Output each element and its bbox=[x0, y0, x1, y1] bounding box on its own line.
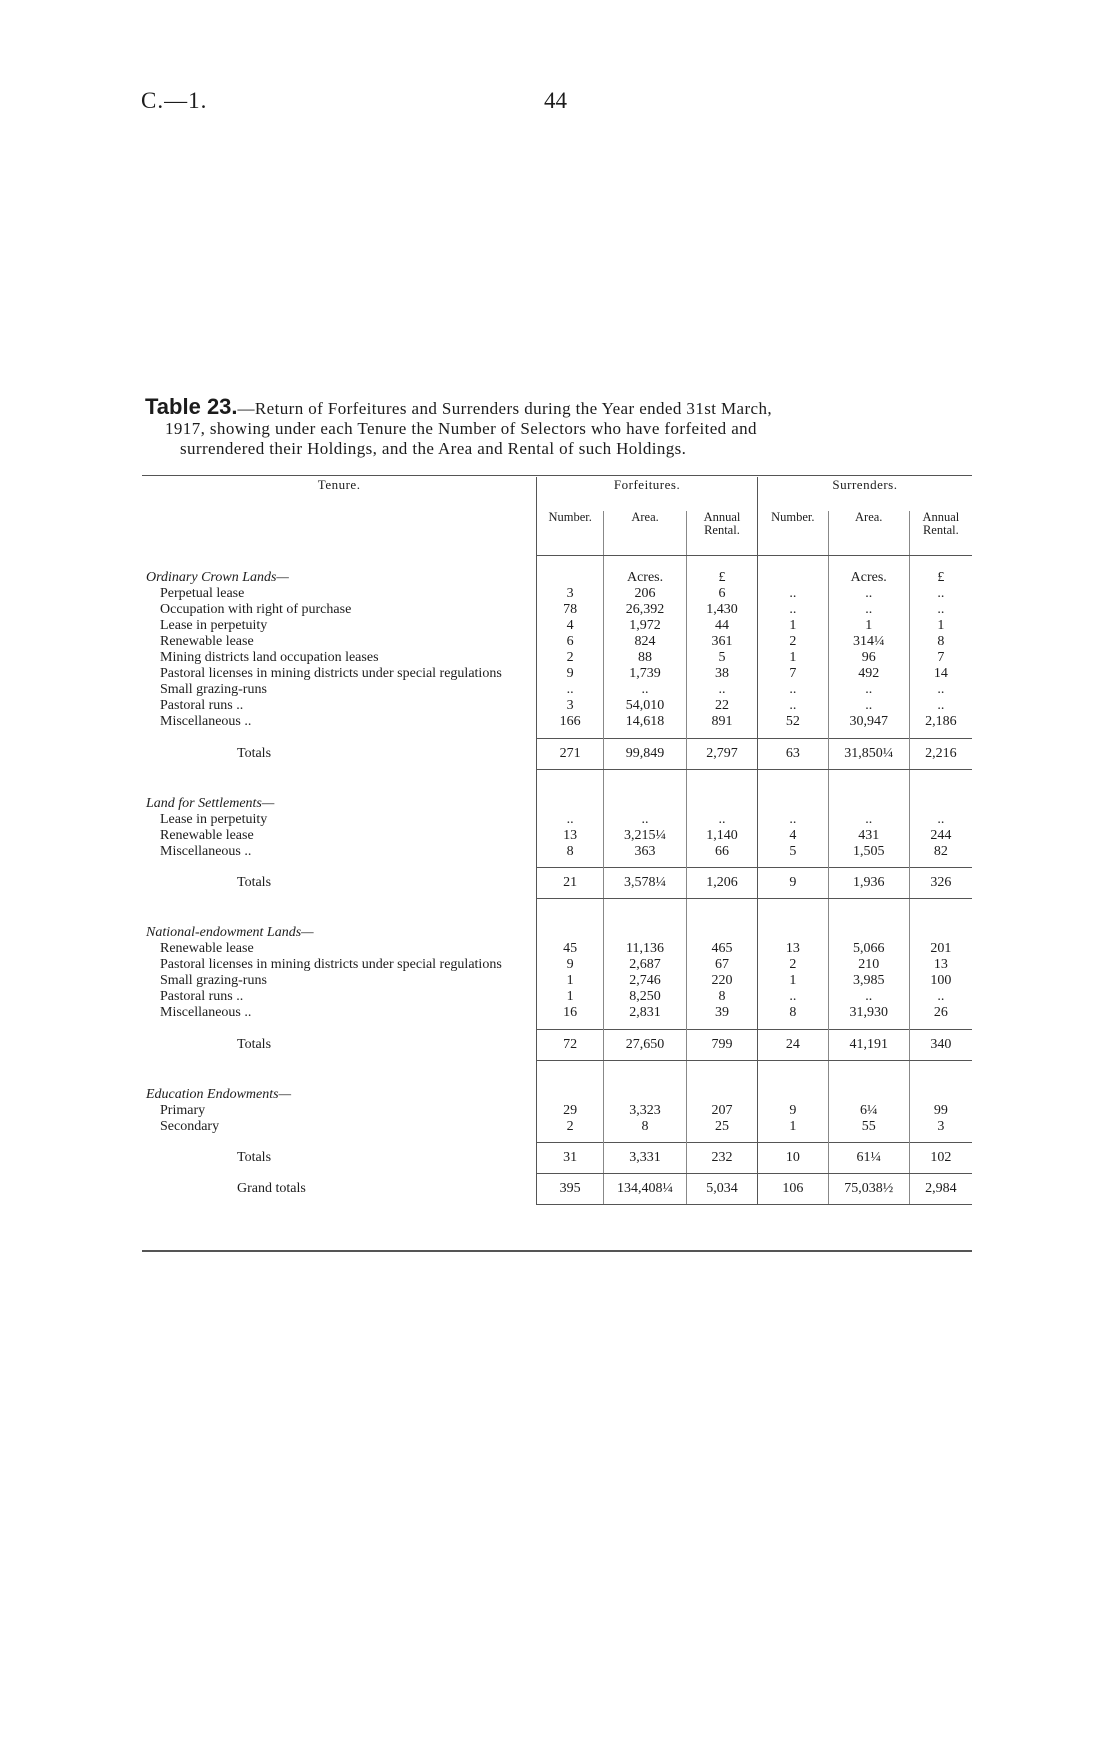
section-title-row bbox=[142, 925, 972, 941]
cell-f-area: 363 bbox=[604, 844, 687, 860]
cell-s-area: .. bbox=[828, 698, 909, 714]
cell-f-rent: 66 bbox=[687, 844, 758, 860]
cell-s-area: 55 bbox=[828, 1119, 909, 1135]
table-number: Table 23. bbox=[145, 394, 238, 419]
cell-f-rent: 5,034 bbox=[687, 1174, 758, 1205]
table-row bbox=[142, 602, 972, 618]
cell-s-area: 1 bbox=[828, 618, 909, 634]
cell-f-num: .. bbox=[537, 812, 604, 828]
cell-f-rent: 67 bbox=[687, 957, 758, 973]
return-table bbox=[142, 477, 972, 1205]
cell-s-area: 61¼ bbox=[828, 1143, 909, 1174]
section-title-row bbox=[142, 1087, 972, 1103]
cell-f-area: 1,739 bbox=[604, 666, 687, 682]
cell-f-rent: 38 bbox=[687, 666, 758, 682]
cell-f-rent: 465 bbox=[687, 941, 758, 957]
forfeitures-rental-header: Annual Rental. bbox=[687, 511, 758, 556]
surrenders-rental-header: Annual Rental. bbox=[909, 511, 972, 556]
cell-f-num: 1 bbox=[537, 973, 604, 989]
cell-f-num: 78 bbox=[537, 602, 604, 618]
cell-f-num: 4 bbox=[537, 618, 604, 634]
cell-f-area: 54,010 bbox=[604, 698, 687, 714]
cell-f-rent: 207 bbox=[687, 1103, 758, 1119]
cell-f-num: 8 bbox=[537, 844, 604, 860]
cell-s-num: .. bbox=[757, 682, 828, 698]
cell-s-num: 1 bbox=[757, 1119, 828, 1135]
cell-f-area: 14,618 bbox=[604, 714, 687, 730]
row-label: Miscellaneous .. bbox=[160, 1005, 252, 1020]
cell-s-num: 1 bbox=[757, 973, 828, 989]
cell-f-area: 88 bbox=[604, 650, 687, 666]
section-title: Education Endowments— bbox=[146, 1086, 292, 1102]
cell-f-area: 3,331 bbox=[604, 1143, 687, 1174]
table-row bbox=[142, 586, 972, 602]
cell-f-rent: 22 bbox=[687, 698, 758, 714]
cell-s-rent: 326 bbox=[909, 868, 972, 899]
cell-f-area: 824 bbox=[604, 634, 687, 650]
row-label: Pastoral licenses in mining districts under special regulations bbox=[160, 957, 502, 972]
cell-f-area: 26,392 bbox=[604, 602, 687, 618]
surrenders-header: Surrenders. bbox=[757, 477, 972, 511]
cell-f-num: 9 bbox=[537, 957, 604, 973]
cell-s-rent: 201 bbox=[909, 941, 972, 957]
table-row bbox=[142, 714, 972, 730]
table-row bbox=[142, 828, 972, 844]
cell-s-rent: 13 bbox=[909, 957, 972, 973]
cell-f-area: 11,136 bbox=[604, 941, 687, 957]
cell-f-area: 3,578¼ bbox=[604, 868, 687, 899]
cell-s-num: 2 bbox=[757, 634, 828, 650]
totals-row bbox=[142, 1143, 972, 1174]
cell-s-rent: .. bbox=[909, 682, 972, 698]
cell-f-num: 21 bbox=[537, 868, 604, 899]
cell-f-area: .. bbox=[604, 682, 687, 698]
cell-s-rent: 2,216 bbox=[909, 738, 972, 769]
cell-f-area: 3,215¼ bbox=[604, 828, 687, 844]
cell-f-num: 72 bbox=[537, 1029, 604, 1060]
cell-s-area: .. bbox=[828, 682, 909, 698]
cell-s-rent: 2,984 bbox=[909, 1174, 972, 1205]
row-label: Perpetual lease bbox=[160, 586, 245, 601]
cell-f-area: .. bbox=[604, 812, 687, 828]
cell-s-rent: 102 bbox=[909, 1143, 972, 1174]
cell-f-num: 1 bbox=[537, 989, 604, 1005]
cell-s-area: 1,505 bbox=[828, 844, 909, 860]
row-label: Totals bbox=[237, 745, 272, 761]
table-row bbox=[142, 812, 972, 828]
row-label: Renewable lease bbox=[160, 634, 254, 649]
row-label: Totals bbox=[237, 875, 272, 890]
cell-f-rent: 8 bbox=[687, 989, 758, 1005]
cell-f-rent: 220 bbox=[687, 973, 758, 989]
cell-f-rent: 39 bbox=[687, 1005, 758, 1021]
surrenders-number-header: Number. bbox=[757, 511, 828, 556]
cell-f-rent: 44 bbox=[687, 618, 758, 634]
cell-s-rent: .. bbox=[909, 812, 972, 828]
row-label: Renewable lease bbox=[160, 827, 254, 843]
cell-s-rent: 26 bbox=[909, 1005, 972, 1021]
cell-s-num: 8 bbox=[757, 1005, 828, 1021]
cell-f-area: 2,687 bbox=[604, 957, 687, 973]
cell-s-num: .. bbox=[757, 812, 828, 828]
cell-s-num: 10 bbox=[757, 1143, 828, 1174]
cell-s-num: 4 bbox=[757, 828, 828, 844]
section-title-row bbox=[142, 796, 972, 812]
cell-f-rent: 232 bbox=[687, 1143, 758, 1174]
totals-row bbox=[142, 868, 972, 899]
cell-s-area: 492 bbox=[828, 666, 909, 682]
cell-s-area: 75,038½ bbox=[828, 1174, 909, 1205]
cell-f-num: 31 bbox=[537, 1143, 604, 1174]
cell-f-rent: 1,430 bbox=[687, 602, 758, 618]
cell-s-rent: 100 bbox=[909, 973, 972, 989]
totals-row bbox=[142, 738, 972, 769]
row-label: Miscellaneous .. bbox=[160, 714, 252, 729]
cell-s-num: 2 bbox=[757, 957, 828, 973]
cell-s-area: 6¼ bbox=[828, 1103, 909, 1119]
cell-f-rent: 799 bbox=[687, 1029, 758, 1060]
cell-s-area: .. bbox=[828, 586, 909, 602]
row-label: Pastoral runs .. bbox=[160, 989, 244, 1004]
cell-s-area: .. bbox=[828, 989, 909, 1005]
units-pound: £ bbox=[687, 556, 758, 587]
cell-f-area: 1,972 bbox=[604, 618, 687, 634]
cell-s-area: 1,936 bbox=[828, 868, 909, 899]
forfeitures-area-header: Area. bbox=[604, 511, 687, 556]
cell-s-num: .. bbox=[757, 698, 828, 714]
cell-f-rent: 1,140 bbox=[687, 828, 758, 844]
cell-s-rent: 340 bbox=[909, 1029, 972, 1060]
row-label: Occupation with right of purchase bbox=[160, 602, 352, 617]
cell-s-area: 41,191 bbox=[828, 1029, 909, 1060]
row-label: Lease in perpetuity bbox=[160, 811, 268, 827]
cell-s-num: 63 bbox=[757, 738, 828, 769]
table-body bbox=[142, 556, 972, 1205]
section-title: Ordinary Crown Lands— bbox=[146, 569, 289, 585]
cell-f-area: 8,250 bbox=[604, 989, 687, 1005]
table-top-rule bbox=[142, 475, 972, 476]
table-bottom-rule bbox=[142, 1250, 972, 1252]
cell-s-num: 7 bbox=[757, 666, 828, 682]
cell-f-area: 27,650 bbox=[604, 1029, 687, 1060]
cell-s-rent: .. bbox=[909, 698, 972, 714]
cell-s-area: 3,985 bbox=[828, 973, 909, 989]
totals-row bbox=[142, 1029, 972, 1060]
row-label: Renewable lease bbox=[160, 941, 254, 956]
row-label: Mining districts land occupation leases bbox=[160, 650, 379, 665]
cell-f-num: .. bbox=[537, 682, 604, 698]
section-title: National-endowment Lands— bbox=[146, 925, 314, 940]
cell-s-rent: .. bbox=[909, 586, 972, 602]
cell-s-rent: .. bbox=[909, 602, 972, 618]
cell-s-num: .. bbox=[757, 989, 828, 1005]
cell-s-num: 1 bbox=[757, 618, 828, 634]
cell-f-rent: .. bbox=[687, 682, 758, 698]
page-number: 44 bbox=[544, 88, 567, 113]
table-caption bbox=[145, 394, 987, 459]
cell-s-area: .. bbox=[828, 602, 909, 618]
cell-s-area: 30,947 bbox=[828, 714, 909, 730]
units-row bbox=[142, 556, 972, 587]
cell-f-num: 166 bbox=[537, 714, 604, 730]
cell-f-num: 16 bbox=[537, 1005, 604, 1021]
row-label: Totals bbox=[237, 1150, 272, 1165]
caption-line-1: —Return of Forfeitures and Surrenders during the Year ended 31st March, bbox=[237, 399, 773, 418]
cell-s-area: .. bbox=[828, 812, 909, 828]
cell-s-num: 9 bbox=[757, 1103, 828, 1119]
table-row bbox=[142, 1103, 972, 1119]
units-acres: Acres. bbox=[604, 556, 687, 587]
cell-f-rent: 361 bbox=[687, 634, 758, 650]
grand-totals-row bbox=[142, 1174, 972, 1205]
cell-s-area: 31,930 bbox=[828, 1005, 909, 1021]
table-row bbox=[142, 844, 972, 860]
cell-s-num: 24 bbox=[757, 1029, 828, 1060]
row-label: Lease in perpetuity bbox=[160, 618, 268, 633]
table-row bbox=[142, 973, 972, 989]
row-label: Pastoral licenses in mining districts under special regulations bbox=[160, 666, 502, 681]
cell-f-num: 6 bbox=[537, 634, 604, 650]
table-row bbox=[142, 666, 972, 682]
cell-f-area: 2,746 bbox=[604, 973, 687, 989]
row-label: Miscellaneous .. bbox=[160, 843, 252, 859]
caption-line-3: surrendered their Holdings, and the Area and Rental of such Holdings. bbox=[180, 439, 687, 458]
cell-s-num: .. bbox=[757, 586, 828, 602]
row-label: Small grazing-runs bbox=[160, 973, 267, 988]
cell-f-rent: .. bbox=[687, 812, 758, 828]
cell-s-rent: 7 bbox=[909, 650, 972, 666]
cell-f-num: 3 bbox=[537, 586, 604, 602]
cell-s-rent: 82 bbox=[909, 844, 972, 860]
cell-s-rent: 3 bbox=[909, 1119, 972, 1135]
cell-f-area: 3,323 bbox=[604, 1103, 687, 1119]
cell-s-area: 210 bbox=[828, 957, 909, 973]
cell-f-num: 2 bbox=[537, 650, 604, 666]
table-row bbox=[142, 634, 972, 650]
table-row bbox=[142, 698, 972, 714]
cell-f-num: 395 bbox=[537, 1174, 604, 1205]
cell-s-area: 31,850¼ bbox=[828, 738, 909, 769]
cell-s-num: .. bbox=[757, 602, 828, 618]
cell-f-rent: 1,206 bbox=[687, 868, 758, 899]
cell-s-num: 52 bbox=[757, 714, 828, 730]
row-label: Totals bbox=[237, 1036, 272, 1052]
cell-s-rent: 2,186 bbox=[909, 714, 972, 730]
cell-s-area: 431 bbox=[828, 828, 909, 844]
row-label: Pastoral runs .. bbox=[160, 698, 244, 713]
cell-f-rent: 6 bbox=[687, 586, 758, 602]
cell-s-num: 1 bbox=[757, 650, 828, 666]
cell-s-num: 5 bbox=[757, 844, 828, 860]
tenure-header: Tenure. bbox=[317, 477, 361, 492]
table-row bbox=[142, 989, 972, 1005]
cell-f-num: 13 bbox=[537, 828, 604, 844]
cell-f-rent: 5 bbox=[687, 650, 758, 666]
table-row bbox=[142, 682, 972, 698]
cell-s-rent: 8 bbox=[909, 634, 972, 650]
table-row bbox=[142, 1005, 972, 1021]
cell-f-num: 9 bbox=[537, 666, 604, 682]
cell-f-area: 99,849 bbox=[604, 738, 687, 769]
forfeitures-number-header: Number. bbox=[537, 511, 604, 556]
cell-s-area: 96 bbox=[828, 650, 909, 666]
cell-f-num: 3 bbox=[537, 698, 604, 714]
cell-s-rent: 99 bbox=[909, 1103, 972, 1119]
section-title: Land for Settlements— bbox=[146, 795, 275, 811]
table-row bbox=[142, 618, 972, 634]
row-label: Small grazing-runs bbox=[160, 682, 267, 697]
units-acres: Acres. bbox=[828, 556, 909, 587]
cell-s-rent: .. bbox=[909, 989, 972, 1005]
table-row bbox=[142, 941, 972, 957]
cell-f-num: 271 bbox=[537, 738, 604, 769]
cell-s-area: 314¼ bbox=[828, 634, 909, 650]
cell-s-num: 106 bbox=[757, 1174, 828, 1205]
cell-f-num: 29 bbox=[537, 1103, 604, 1119]
table-row bbox=[142, 1119, 972, 1135]
row-label: Primary bbox=[160, 1102, 206, 1118]
cell-s-num: 9 bbox=[757, 868, 828, 899]
cell-f-rent: 891 bbox=[687, 714, 758, 730]
cell-f-rent: 2,797 bbox=[687, 738, 758, 769]
page-reference: C.—1. bbox=[141, 88, 208, 113]
cell-f-area: 2,831 bbox=[604, 1005, 687, 1021]
cell-s-num: 13 bbox=[757, 941, 828, 957]
cell-s-rent: 1 bbox=[909, 618, 972, 634]
cell-f-area: 134,408¼ bbox=[604, 1174, 687, 1205]
forfeitures-header: Forfeitures. bbox=[537, 477, 758, 511]
cell-f-num: 2 bbox=[537, 1119, 604, 1135]
cell-s-rent: 14 bbox=[909, 666, 972, 682]
cell-f-area: 8 bbox=[604, 1119, 687, 1135]
table-row bbox=[142, 957, 972, 973]
table-row bbox=[142, 650, 972, 666]
row-label: Grand totals bbox=[237, 1181, 306, 1196]
cell-s-area: 5,066 bbox=[828, 941, 909, 957]
cell-f-num: 45 bbox=[537, 941, 604, 957]
surrenders-area-header: Area. bbox=[828, 511, 909, 556]
caption-line-2: 1917, showing under each Tenure the Number of Selectors who have forfeited and bbox=[165, 419, 757, 438]
cell-s-rent: 244 bbox=[909, 828, 972, 844]
units-pound: £ bbox=[909, 556, 972, 587]
cell-f-rent: 25 bbox=[687, 1119, 758, 1135]
row-label: Secondary bbox=[160, 1118, 220, 1134]
cell-f-area: 206 bbox=[604, 586, 687, 602]
